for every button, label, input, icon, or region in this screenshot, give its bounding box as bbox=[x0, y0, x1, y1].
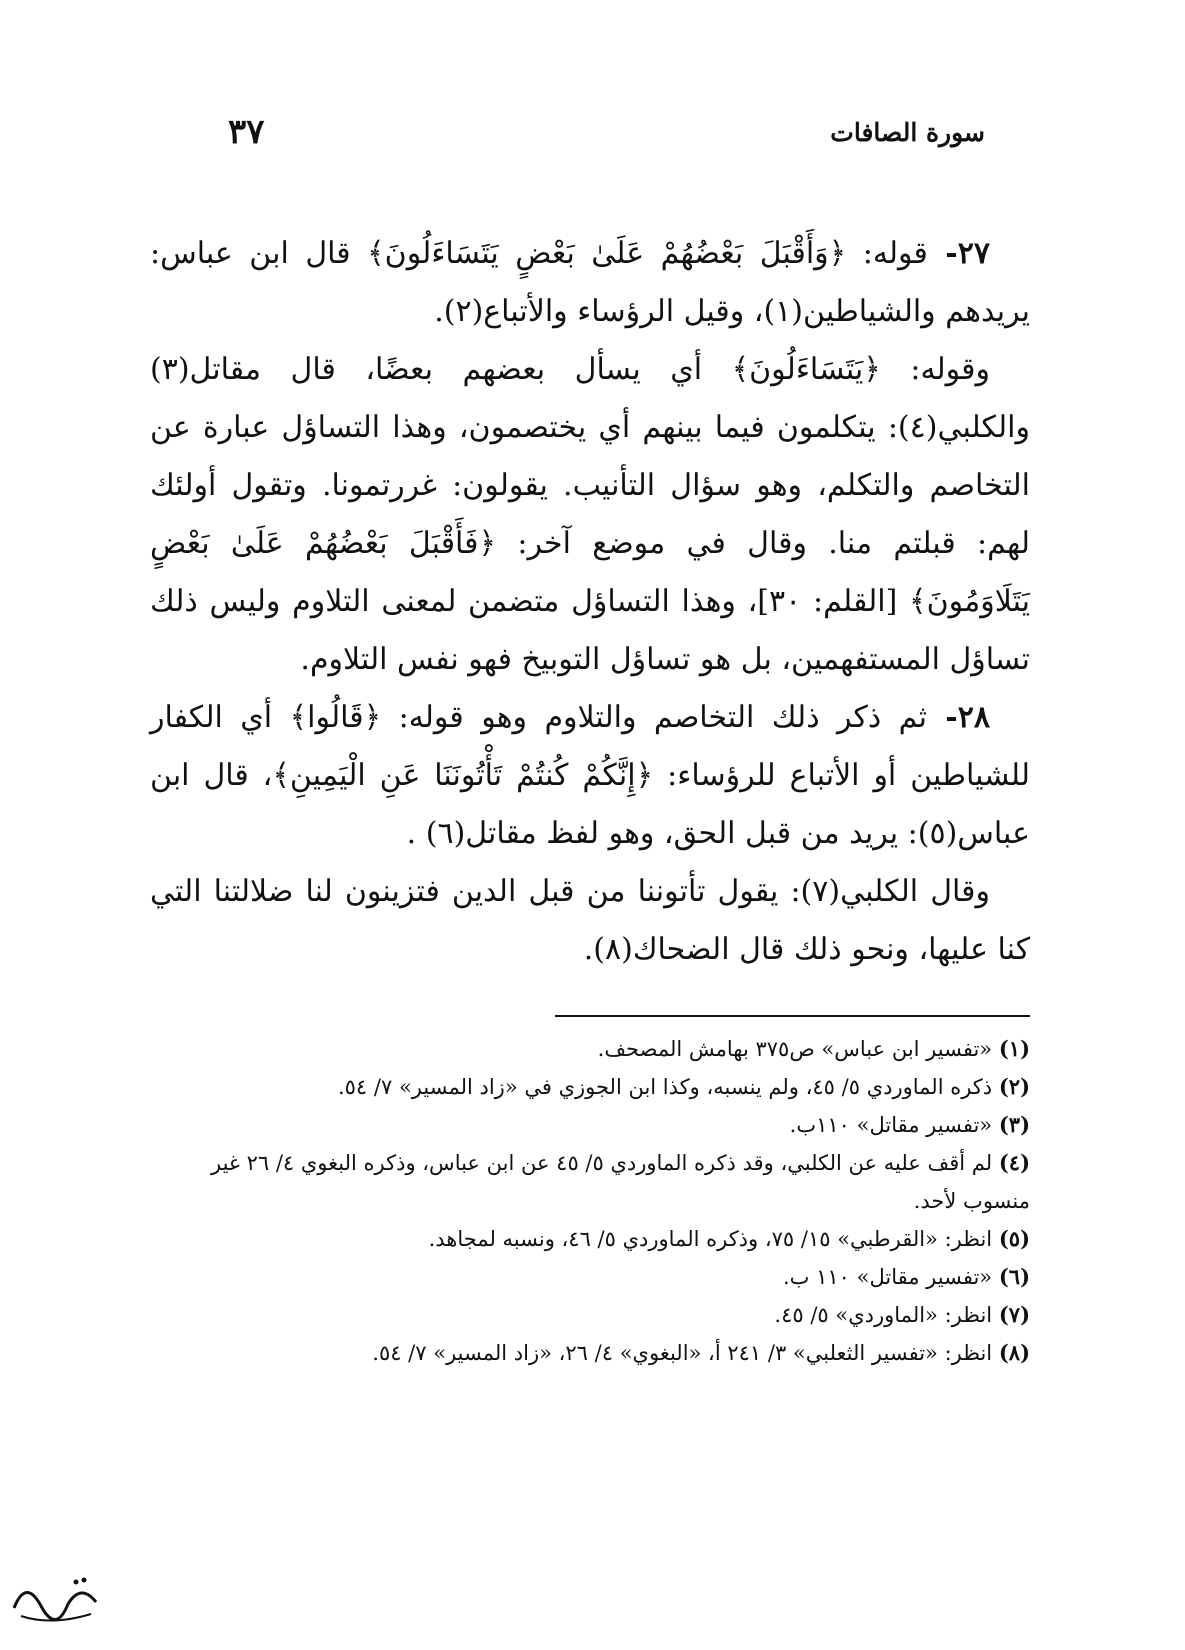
verse-number: ٢٨- bbox=[926, 700, 990, 735]
footnote-text: ذكره الماوردي ٥/ ٤٥، ولم ينسبه، وكذا ابن الجوزي في «زاد المسير» ٧/ ٥٤. bbox=[337, 1075, 993, 1099]
footnote-text: انظر: «تفسير الثعلبي» ٣/ ٢٤١ أ، «البغوي» ٤/ ٢٦، «زاد المسير» ٧/ ٥٤. bbox=[372, 1341, 993, 1365]
footnote bbox=[150, 1296, 1030, 1334]
paragraph-text: وقوله: ﴿يَتَسَاءَلُونَ﴾ أي يسأل بعضهم بعضًا، قال مقاتل(٣) والكلبي(٤): يتكلمون فيما بينهم أي يختصمون، وهذا التساؤل عبارة عن التخاصم والتكلم، وهو سؤال التأنيب. يقولون: غررتمونا. وتقول أولئك لهم: قبلتم منا. وقال في موضع آخر: ﴿فَأَقْبَلَ بَعْضُهُمْ عَلَىٰ بَعْضٍ يَتَلَاوَمُونَ﴾ [القلم: ٣٠]، وهذا التساؤل متضمن لمعنى التلاوم وليس ذلك تساؤل المستفهمين، بل هو تساؤل التوبيخ فهو نفس التلاوم. bbox=[150, 352, 1031, 677]
footnote-number: (٨) bbox=[998, 1340, 1030, 1365]
footnote bbox=[150, 1106, 1030, 1144]
page-number: ٣٧ bbox=[228, 112, 265, 152]
footnote bbox=[150, 1144, 1030, 1220]
paragraph bbox=[150, 863, 1030, 979]
publisher-logo bbox=[6, 1568, 106, 1628]
footnote-number: (٧) bbox=[998, 1302, 1030, 1327]
footnote-separator bbox=[555, 1015, 1030, 1017]
footnote-text: «تفسير مقاتل» ١١٠ب. bbox=[789, 1113, 993, 1137]
footnote-text: «تفسير مقاتل» ١١٠ ب. bbox=[782, 1265, 993, 1289]
running-header-surah: سورة الصافات bbox=[830, 118, 985, 147]
footnote-number: (٢) bbox=[998, 1074, 1030, 1099]
footnote-text: لم أقف عليه عن الكلبي، وقد ذكره الماوردي ٥/ ٤٥ عن ابن عباس، وذكره البغوي ٤/ ٢٦ غير منسوب لأحد. bbox=[210, 1151, 1030, 1213]
footnote-text: انظر: «القرطبي» ١٥/ ٧٥، وذكره الماوردي ٥/ ٤٦، ونسبه لمجاهد. bbox=[428, 1227, 993, 1251]
footnote bbox=[150, 1220, 1030, 1258]
paragraph bbox=[150, 341, 1030, 689]
footnote-text: انظر: «الماوردي» ٥/ ٤٥. bbox=[774, 1303, 993, 1327]
paragraph-text: وقال الكلبي(٧): يقول تأتوننا من قبل الدين فتزينون لنا ضلالتنا التي كنا عليها، ونحو ذلك قال الضحاك(٨). bbox=[150, 874, 1030, 967]
footnote bbox=[150, 1068, 1030, 1106]
footnote bbox=[150, 1258, 1030, 1296]
footnote-number: (٦) bbox=[998, 1264, 1030, 1289]
footnote-number: (١) bbox=[998, 1036, 1030, 1061]
paragraph-text: ثم ذكر ذلك التخاصم والتلاوم وهو قوله: ﴿قَالُوا﴾ أي الكفار للشياطين أو الأتباع للرؤساء: ﴿إِنَّكُمْ كُنتُمْ تَأْتُونَنَا عَنِ الْيَمِينِ﴾، قال ابن عباس(٥): يريد من قبل الحق، وهو لفظ مقاتل(٦) . bbox=[150, 700, 1030, 851]
verse-number: ٢٧- bbox=[927, 236, 990, 271]
paragraph-28 bbox=[150, 689, 1030, 863]
footnote-number: (٥) bbox=[998, 1226, 1030, 1251]
footnote bbox=[150, 1334, 1030, 1372]
footnote bbox=[150, 1030, 1030, 1068]
paragraph-27 bbox=[150, 225, 1030, 341]
footnotes bbox=[150, 1030, 1030, 1372]
paragraph-text: قوله: ﴿وَأَقْبَلَ بَعْضُهُمْ عَلَىٰ بَعْضٍ يَتَسَاءَلُونَ﴾ قال ابن عباس: يريدهم والشياطين(١)، وقيل الرؤساء والأتباع(٢). bbox=[150, 236, 1030, 329]
footnote-number: (٣) bbox=[998, 1112, 1030, 1137]
footnote-number: (٤) bbox=[998, 1150, 1030, 1175]
main-text bbox=[150, 225, 1030, 979]
footnote-text: «تفسير ابن عباس» ص٣٧٥ بهامش المصحف. bbox=[597, 1037, 993, 1061]
